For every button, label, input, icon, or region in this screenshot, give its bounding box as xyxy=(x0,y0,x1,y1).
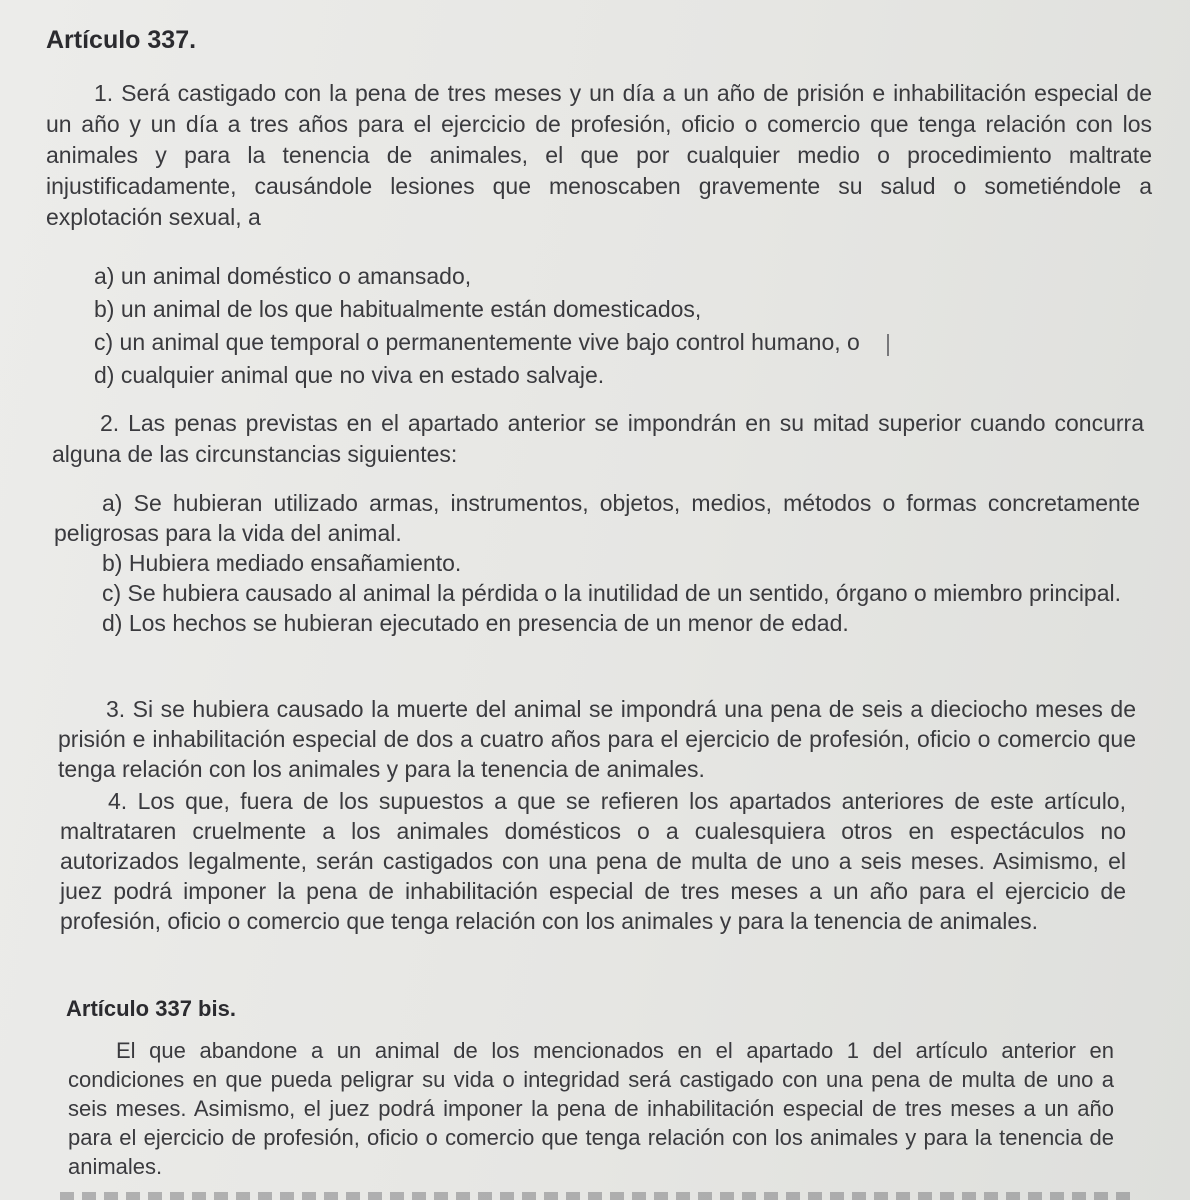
article-337-bis-paragraph: El que abandone a un animal de los mencionados en el apartado 1 del artículo anterior en condiciones en que pueda peligrar su vida o integridad será castigado con una pena de multa de uno a seis meses. Asimismo, el juez podrá imponer la pena de inhabilitación especial de tres meses a un año para el ejercicio de profesión, oficio o comercio que tenga relación con los animales y para la tenencia de animales. xyxy=(68,1038,1114,1179)
article-337-bis-title: Artículo 337 bis. xyxy=(66,996,236,1021)
article-337-paragraph-3: 3. Si se hubiera causado la muerte del animal se impondrá una pena de seis a dieciocho meses de prisión e inhabilitación especial de dos a cuatro años para el ejercicio de profesión, oficio o comercio que tenga relación con los animales y para la tenencia de animales. xyxy=(58,696,1136,782)
article-337-title: Artículo 337. xyxy=(46,26,197,54)
list-item: b) Hubiera mediado ensañamiento. xyxy=(102,550,462,576)
text-cursor-icon xyxy=(887,334,899,356)
list-item: a) un animal doméstico o amansado, xyxy=(94,263,472,289)
cut-off-text-line xyxy=(60,1192,1130,1200)
list-item: d) cualquier animal que no viva en estado salvaje. xyxy=(94,362,605,388)
list-item: d) Los hechos se hubieran ejecutado en presencia de un menor de edad. xyxy=(102,610,849,636)
article-337-paragraph-4: 4. Los que, fuera de los supuestos a que se refieren los apartados anteriores de este artículo, maltrataren cruelmente a los animales domésticos o a cualesquiera otros en espectáculos no autorizados legalmente, serán castigados con una pena de multa de uno a seis meses. Asimismo, el juez podrá imponer la pena de inhabilitación especial de tres meses a un año para el ejercicio de profesión, oficio o comercio que tenga relación con los animales y para la tenencia de animales. xyxy=(60,788,1126,934)
list-item: b) un animal de los que habitualmente están domesticados, xyxy=(94,296,702,322)
article-337-paragraph-1-list xyxy=(46,260,1146,392)
list-item: a) Se hubieran utilizado armas, instrumentos, objetos, medios, métodos o formas concretamente peligrosas para la vida del animal. xyxy=(54,490,1140,546)
list-item: c) Se hubiera causado al animal la pérdida o la inutilidad de un sentido, órgano o miembro principal. xyxy=(102,580,1122,606)
article-337-paragraph-2-list xyxy=(54,488,1140,638)
list-item: c) un animal que temporal o permanentemente vive bajo control humano, o xyxy=(94,329,860,355)
article-337-paragraph-1: 1. Será castigado con la pena de tres meses y un día a un año de prisión e inhabilitación especial de un año y un día a tres años para el ejercicio de profesión, oficio o comercio que tenga relación con los animales y para la tenencia de animales, el que por cualquier medio o procedimiento maltrate injustificadamente, causándole lesiones que menoscaben gravemente su salud o sometiéndole a explotación sexual, a xyxy=(46,80,1152,230)
article-337-paragraph-2: 2. Las penas previstas en el apartado anterior se impondrán en su mitad superior cuando concurra alguna de las circunstancias siguientes: xyxy=(52,410,1144,467)
